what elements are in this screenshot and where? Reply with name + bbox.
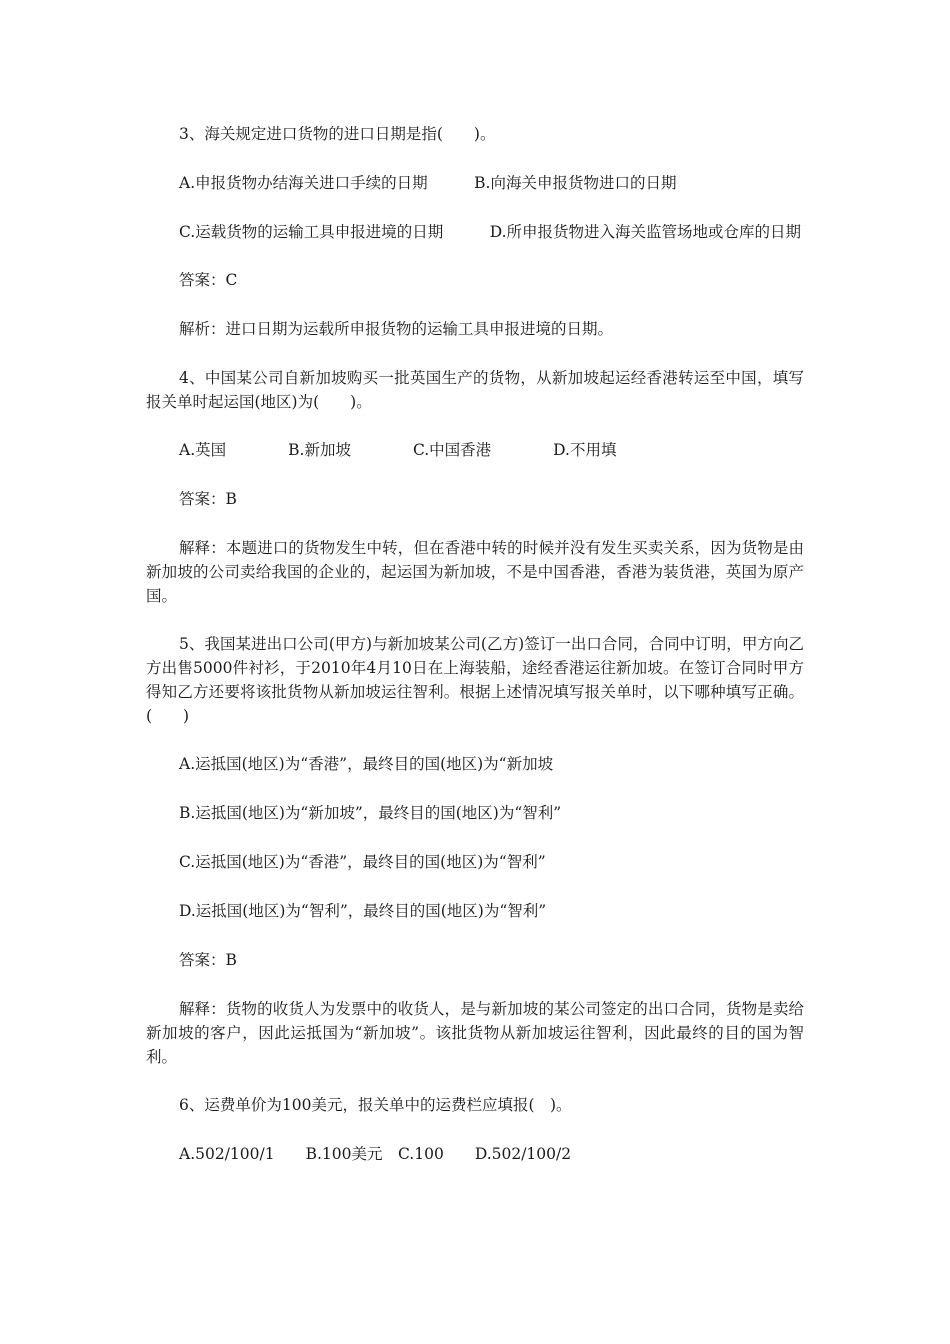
q5-question: 5、我国某进出口公司(甲方)与新加坡某公司(乙方)签订一出口合同，合同中订明，甲方向乙方出售5000件衬衫，于2010年4月10日在上海装船，途经香港运往新加坡。在签订合同时甲方得知乙方还要将该批货物从新加坡运往智利。根据上述情况填写报关单时，以下哪种填写正确。( ) [146, 635, 804, 725]
q4-analysis: 解释：本题进口的货物发生中转，但在香港中转的时候并没有发生买卖关系，因为货物是由新加坡的公司卖给我国的企业的，起运国为新加坡，不是中国香港，香港为装货港，英国为原产国。 [146, 539, 804, 605]
q3-options-cd: C.运载货物的运输工具申报进境的日期 D.所申报货物进入海关监管场地或仓库的日期 [179, 223, 802, 241]
q4-answer: 答案：B [179, 490, 237, 508]
q5-analysis: 解释：货物的收货人为发票中的收货人，是与新加坡的某公司签定的出口合同，货物是卖给新加坡的客户，因此运抵国为“新加坡”。该批货物从新加坡运往智利，因此最终的目的国为智利。 [146, 1000, 804, 1066]
q5-option-b: B.运抵国(地区)为“新加坡”，最终目的国(地区)为“智利” [179, 804, 562, 822]
q5-answer: 答案：B [179, 951, 237, 969]
q3-analysis: 解析：进口日期为运载所申报货物的运输工具申报进境的日期。 [179, 320, 614, 338]
q3-options-ab: A.申报货物办结海关进口手续的日期 B.向海关申报货物进口的日期 [179, 174, 677, 192]
q5-option-c: C.运抵国(地区)为“香港”，最终目的国(地区)为“智利” [179, 853, 546, 871]
document-body [146, 122, 804, 1191]
q5-option-a: A.运抵国(地区)为“香港”，最终目的国(地区)为“新加坡 [179, 755, 554, 773]
q3-question: 3、海关规定进口货物的进口日期是指( )。 [179, 125, 496, 143]
q4-options: A.英国 B.新加坡 C.中国香港 D.不用填 [179, 441, 617, 459]
q3-answer: 答案：C [179, 271, 238, 289]
q6-options: A.502/100/1 B.100美元 C.100 D.502/100/2 [179, 1145, 572, 1163]
q6-question: 6、运费单价为100美元，报关单中的运费栏应填报( )。 [179, 1096, 572, 1114]
q4-question: 4、中国某公司自新加坡购买一批英国生产的货物，从新加坡起运经香港转运至中国，填写报关单时起运国(地区)为( )。 [146, 369, 804, 411]
q5-option-d: D.运抵国(地区)为“智利”，最终目的国(地区)为“智利” [179, 902, 547, 920]
